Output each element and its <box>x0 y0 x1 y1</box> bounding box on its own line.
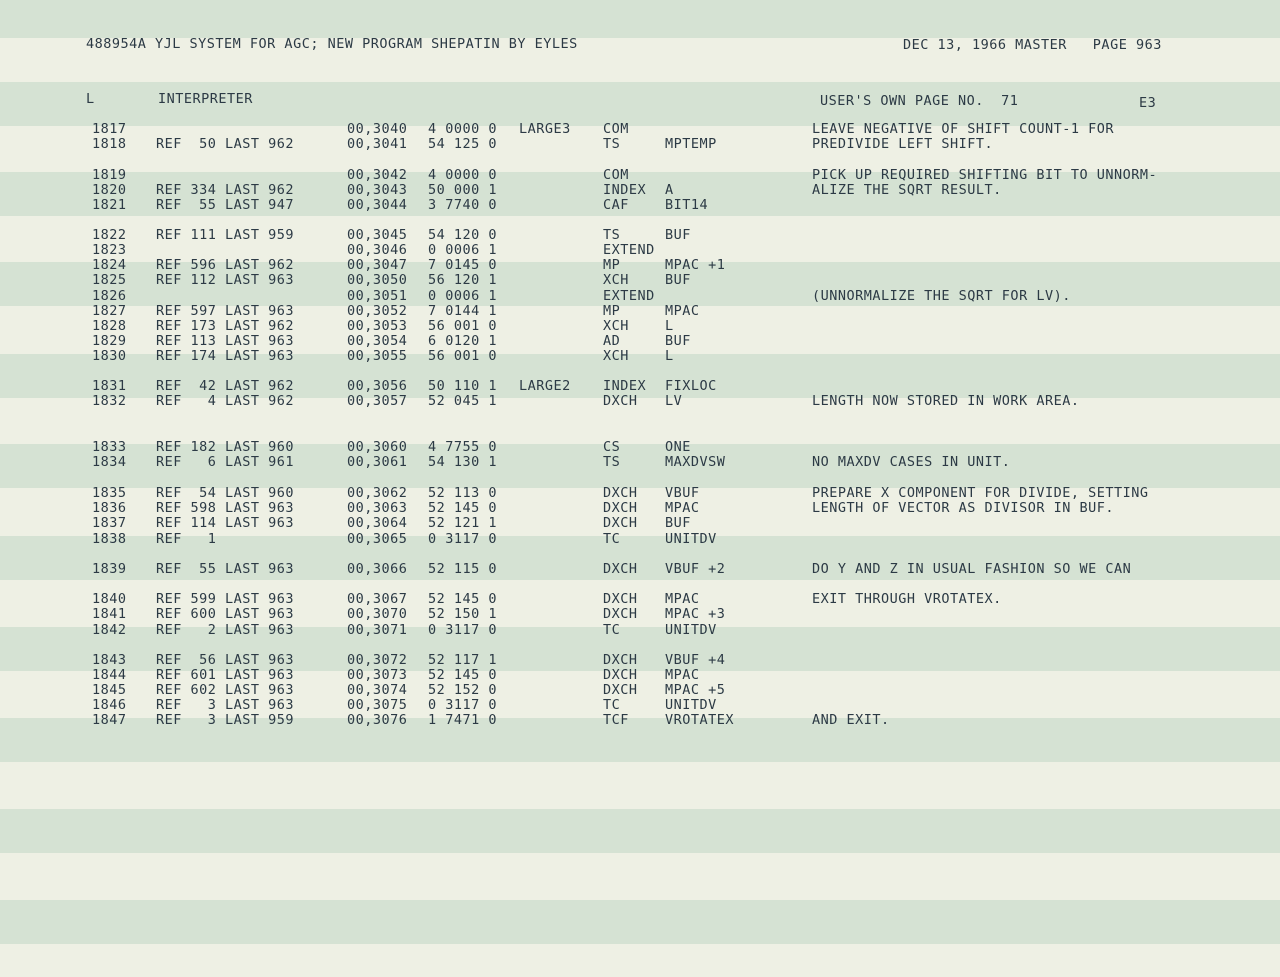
opcode-field: CS <box>603 439 621 455</box>
comment-field: DO Y AND Z IN USUAL FASHION SO WE CAN <box>812 561 1132 577</box>
section-code: E3 <box>1139 95 1157 111</box>
line-number: 1830 <box>92 348 127 364</box>
operand-field: VROTATEX <box>665 712 735 728</box>
ref-field: REF 601 LAST 963 <box>156 667 295 683</box>
paper-band <box>0 0 1280 38</box>
line-number: 1832 <box>92 393 127 409</box>
octal-word: 54 120 0 <box>428 227 498 243</box>
line-number: 1840 <box>92 591 127 607</box>
octal-word: 4 0000 0 <box>428 167 498 183</box>
operand-field: MAXDVSW <box>665 454 726 470</box>
ref-field: REF 113 LAST 963 <box>156 333 295 349</box>
opcode-field: COM <box>603 121 629 137</box>
line-number: 1835 <box>92 485 127 501</box>
octal-word: 52 145 0 <box>428 591 498 607</box>
comment-field: PREDIVIDE LEFT SHIFT. <box>812 136 994 152</box>
octal-word: 0 0006 1 <box>428 288 498 304</box>
line-number: 1843 <box>92 652 127 668</box>
ref-field: REF 4 LAST 962 <box>156 393 295 409</box>
section-letter: L <box>86 91 95 107</box>
octal-word: 56 001 0 <box>428 348 498 364</box>
octal-word: 52 045 1 <box>428 393 498 409</box>
ref-field: REF 42 LAST 962 <box>156 378 295 394</box>
ref-field: REF 50 LAST 962 <box>156 136 295 152</box>
paper-band <box>0 900 1280 944</box>
ref-field: REF 3 LAST 959 <box>156 712 295 728</box>
operand-field: UNITDV <box>665 697 717 713</box>
address-field: 00,3050 <box>347 272 408 288</box>
address-field: 00,3043 <box>347 182 408 198</box>
line-number: 1818 <box>92 136 127 152</box>
comment-field: PREPARE X COMPONENT FOR DIVIDE, SETTING <box>812 485 1149 501</box>
operand-field: MPAC <box>665 591 700 607</box>
operand-field: BUF <box>665 515 691 531</box>
line-number: 1837 <box>92 515 127 531</box>
octal-word: 52 121 1 <box>428 515 498 531</box>
ref-field: REF 600 LAST 963 <box>156 606 295 622</box>
line-number: 1826 <box>92 288 127 304</box>
comment-field: PICK UP REQUIRED SHIFTING BIT TO UNNORM- <box>812 167 1158 183</box>
octal-word: 0 3117 0 <box>428 531 498 547</box>
opcode-field: TC <box>603 531 621 547</box>
octal-word: 52 150 1 <box>428 606 498 622</box>
octal-word: 50 110 1 <box>428 378 498 394</box>
operand-field: MPAC +5 <box>665 682 726 698</box>
operand-field: UNITDV <box>665 531 717 547</box>
operand-field: L <box>665 318 674 334</box>
operand-field: MPAC +3 <box>665 606 726 622</box>
ref-field: REF 599 LAST 963 <box>156 591 295 607</box>
opcode-field: DXCH <box>603 500 638 516</box>
opcode-field: MP <box>603 303 621 319</box>
page-header-right: DEC 13, 1966 MASTER PAGE 963 <box>903 37 1162 53</box>
operand-field: LV <box>665 393 683 409</box>
opcode-field: DXCH <box>603 667 638 683</box>
address-field: 00,3066 <box>347 561 408 577</box>
octal-word: 4 7755 0 <box>428 439 498 455</box>
address-field: 00,3047 <box>347 257 408 273</box>
ref-field: REF 111 LAST 959 <box>156 227 295 243</box>
comment-field: AND EXIT. <box>812 712 890 728</box>
line-number: 1838 <box>92 531 127 547</box>
opcode-field: INDEX <box>603 378 647 394</box>
address-field: 00,3071 <box>347 622 408 638</box>
line-number: 1842 <box>92 622 127 638</box>
octal-word: 1 7471 0 <box>428 712 498 728</box>
operand-field: A <box>665 182 674 198</box>
line-number: 1817 <box>92 121 127 137</box>
octal-word: 52 115 0 <box>428 561 498 577</box>
address-field: 00,3076 <box>347 712 408 728</box>
octal-word: 3 7740 0 <box>428 197 498 213</box>
line-number: 1831 <box>92 378 127 394</box>
line-number: 1846 <box>92 697 127 713</box>
user-page-number: USER'S OWN PAGE NO. 71 <box>820 93 1019 109</box>
address-field: 00,3070 <box>347 606 408 622</box>
ref-field: REF 112 LAST 963 <box>156 272 295 288</box>
operand-field: MPAC +1 <box>665 257 726 273</box>
address-field: 00,3072 <box>347 652 408 668</box>
address-field: 00,3074 <box>347 682 408 698</box>
opcode-field: CAF <box>603 197 629 213</box>
address-field: 00,3041 <box>347 136 408 152</box>
octal-word: 7 0144 1 <box>428 303 498 319</box>
line-number: 1829 <box>92 333 127 349</box>
octal-word: 0 3117 0 <box>428 622 498 638</box>
ref-field: REF 602 LAST 963 <box>156 682 295 698</box>
ref-field: REF 596 LAST 962 <box>156 257 295 273</box>
ref-field: REF 174 LAST 963 <box>156 348 295 364</box>
ref-field: REF 173 LAST 962 <box>156 318 295 334</box>
address-field: 00,3067 <box>347 591 408 607</box>
ref-field: REF 6 LAST 961 <box>156 454 295 470</box>
opcode-field: TS <box>603 227 621 243</box>
address-field: 00,3061 <box>347 454 408 470</box>
address-field: 00,3064 <box>347 515 408 531</box>
opcode-field: DXCH <box>603 561 638 577</box>
line-number: 1823 <box>92 242 127 258</box>
address-field: 00,3053 <box>347 318 408 334</box>
octal-word: 52 145 0 <box>428 667 498 683</box>
opcode-field: XCH <box>603 318 629 334</box>
operand-field: BUF <box>665 272 691 288</box>
ref-field: REF 2 LAST 963 <box>156 622 295 638</box>
address-field: 00,3065 <box>347 531 408 547</box>
octal-word: 50 000 1 <box>428 182 498 198</box>
ref-field: REF 182 LAST 960 <box>156 439 295 455</box>
opcode-field: DXCH <box>603 591 638 607</box>
line-number: 1821 <box>92 197 127 213</box>
line-number: 1844 <box>92 667 127 683</box>
operand-field: MPAC <box>665 500 700 516</box>
address-field: 00,3054 <box>347 333 408 349</box>
address-field: 00,3057 <box>347 393 408 409</box>
octal-word: 52 113 0 <box>428 485 498 501</box>
opcode-field: DXCH <box>603 682 638 698</box>
line-number: 1841 <box>92 606 127 622</box>
address-field: 00,3055 <box>347 348 408 364</box>
octal-word: 0 0006 1 <box>428 242 498 258</box>
comment-field: LEAVE NEGATIVE OF SHIFT COUNT-1 FOR <box>812 121 1114 137</box>
address-field: 00,3056 <box>347 378 408 394</box>
ref-field: REF 55 LAST 963 <box>156 561 295 577</box>
line-number: 1836 <box>92 500 127 516</box>
operand-field: VBUF +4 <box>665 652 726 668</box>
ref-field: REF 1 <box>156 531 217 547</box>
line-number: 1827 <box>92 303 127 319</box>
opcode-field: XCH <box>603 348 629 364</box>
comment-field: NO MAXDV CASES IN UNIT. <box>812 454 1011 470</box>
address-field: 00,3052 <box>347 303 408 319</box>
opcode-field: EXTEND <box>603 242 655 258</box>
octal-word: 7 0145 0 <box>428 257 498 273</box>
operand-field: VBUF <box>665 485 700 501</box>
opcode-field: TC <box>603 622 621 638</box>
octal-word: 4 0000 0 <box>428 121 498 137</box>
line-number: 1825 <box>92 272 127 288</box>
address-field: 00,3062 <box>347 485 408 501</box>
operand-field: FIXLOC <box>665 378 717 394</box>
ref-field: REF 54 LAST 960 <box>156 485 295 501</box>
address-field: 00,3073 <box>347 667 408 683</box>
octal-word: 52 117 1 <box>428 652 498 668</box>
opcode-field: INDEX <box>603 182 647 198</box>
line-number: 1820 <box>92 182 127 198</box>
operand-field: ONE <box>665 439 691 455</box>
comment-field: ALIZE THE SQRT RESULT. <box>812 182 1002 198</box>
octal-word: 52 145 0 <box>428 500 498 516</box>
octal-word: 52 152 0 <box>428 682 498 698</box>
opcode-field: EXTEND <box>603 288 655 304</box>
operand-field: MPAC <box>665 667 700 683</box>
opcode-field: DXCH <box>603 485 638 501</box>
address-field: 00,3045 <box>347 227 408 243</box>
octal-word: 54 130 1 <box>428 454 498 470</box>
octal-word: 56 001 0 <box>428 318 498 334</box>
opcode-field: MP <box>603 257 621 273</box>
opcode-field: TCF <box>603 712 629 728</box>
line-number: 1833 <box>92 439 127 455</box>
operand-field: BIT14 <box>665 197 709 213</box>
operand-field: L <box>665 348 674 364</box>
opcode-field: DXCH <box>603 652 638 668</box>
line-number: 1824 <box>92 257 127 273</box>
ref-field: REF 597 LAST 963 <box>156 303 295 319</box>
opcode-field: TS <box>603 454 621 470</box>
paper-band <box>0 809 1280 853</box>
line-number: 1839 <box>92 561 127 577</box>
comment-field: LENGTH NOW STORED IN WORK AREA. <box>812 393 1080 409</box>
label-field: LARGE2 <box>519 378 571 394</box>
line-number: 1834 <box>92 454 127 470</box>
opcode-field: AD <box>603 333 621 349</box>
line-number: 1847 <box>92 712 127 728</box>
opcode-field: DXCH <box>603 515 638 531</box>
ref-field: REF 598 LAST 963 <box>156 500 295 516</box>
address-field: 00,3042 <box>347 167 408 183</box>
opcode-field: DXCH <box>603 606 638 622</box>
label-field: LARGE3 <box>519 121 571 137</box>
operand-field: MPAC <box>665 303 700 319</box>
opcode-field: TC <box>603 697 621 713</box>
octal-word: 6 0120 1 <box>428 333 498 349</box>
operand-field: BUF <box>665 333 691 349</box>
octal-word: 54 125 0 <box>428 136 498 152</box>
operand-field: UNITDV <box>665 622 717 638</box>
operand-field: BUF <box>665 227 691 243</box>
page-header-left: 488954A YJL SYSTEM FOR AGC; NEW PROGRAM SHEPATIN BY EYLES <box>86 36 578 52</box>
octal-word: 0 3117 0 <box>428 697 498 713</box>
line-number: 1822 <box>92 227 127 243</box>
address-field: 00,3063 <box>347 500 408 516</box>
line-number: 1819 <box>92 167 127 183</box>
comment-field: (UNNORMALIZE THE SQRT FOR LV). <box>812 288 1071 304</box>
operand-field: MPTEMP <box>665 136 717 152</box>
ref-field: REF 56 LAST 963 <box>156 652 295 668</box>
opcode-field: XCH <box>603 272 629 288</box>
operand-field: VBUF +2 <box>665 561 726 577</box>
comment-field: EXIT THROUGH VROTATEX. <box>812 591 1002 607</box>
address-field: 00,3040 <box>347 121 408 137</box>
address-field: 00,3044 <box>347 197 408 213</box>
line-number: 1828 <box>92 318 127 334</box>
ref-field: REF 55 LAST 947 <box>156 197 295 213</box>
ref-field: REF 114 LAST 963 <box>156 515 295 531</box>
opcode-field: COM <box>603 167 629 183</box>
address-field: 00,3075 <box>347 697 408 713</box>
octal-word: 56 120 1 <box>428 272 498 288</box>
opcode-field: TS <box>603 136 621 152</box>
address-field: 00,3060 <box>347 439 408 455</box>
ref-field: REF 3 LAST 963 <box>156 697 295 713</box>
section-title: INTERPRETER <box>158 91 253 107</box>
address-field: 00,3051 <box>347 288 408 304</box>
line-number: 1845 <box>92 682 127 698</box>
ref-field: REF 334 LAST 962 <box>156 182 295 198</box>
opcode-field: DXCH <box>603 393 638 409</box>
comment-field: LENGTH OF VECTOR AS DIVISOR IN BUF. <box>812 500 1114 516</box>
address-field: 00,3046 <box>347 242 408 258</box>
